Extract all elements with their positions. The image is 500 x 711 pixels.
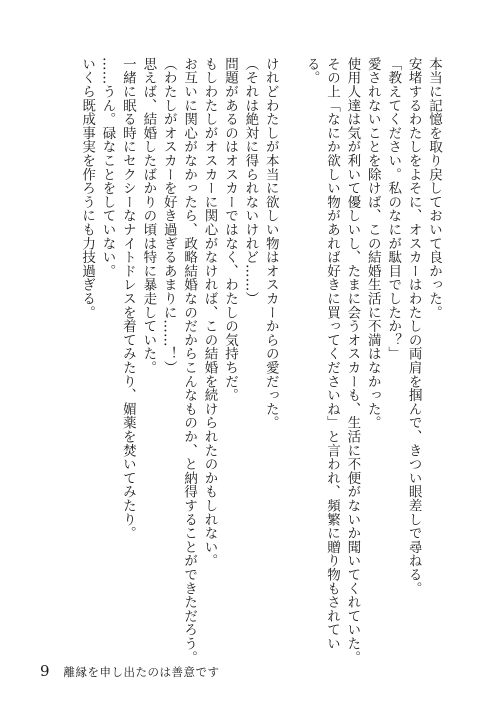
text-line: 思えば、結婚したばかりの頃は特に暴走していた。 bbox=[140, 57, 157, 375]
text-line: （わたしがオスカーを好き過ぎるあまりに……！） bbox=[160, 57, 177, 375]
text-line: る。 bbox=[303, 57, 320, 85]
text-line: 愛されないことを除けば、この結婚生活に不満はなかった。 bbox=[364, 57, 381, 430]
text-line: もしわたしがオスカーに関心がなければ、この結婚を続けられたのかもしれない。 bbox=[201, 57, 218, 568]
text-line: 使用人達は気が利いて優しいし、たまに会うオスカーも、生活に不便がないか聞いてくれていた。 bbox=[344, 57, 361, 665]
text-line: 安堵するわたしをよそに、オスカーはわたしの両肩を掴んで、きつい眼差しで尋ねる。 bbox=[405, 57, 422, 596]
text-line: 「教えてください。私のなにが駄目でしたか？」 bbox=[385, 57, 402, 361]
text-line: 一緒に眠る時にセクシーなナイトドレスを着てみたり、媚薬を焚いてみたり。 bbox=[119, 57, 136, 540]
text-line: お互いに関心がなかったら、政略結婚なのだからこんなものか、と納得することができただろう。 bbox=[181, 57, 198, 665]
text-line: いくら既成事実を作ろうにも力技過ぎる。 bbox=[79, 57, 96, 320]
running-title: 離縁を申し出たのは善意です bbox=[63, 665, 220, 679]
text-line: （それは絶対に得られないけれど……） bbox=[242, 57, 259, 306]
text-line: その上「なにか欲しい物があれば好きに買ってくださいね」と言われ、頻繁に贈り物もされてい bbox=[323, 57, 340, 651]
body-text bbox=[77, 57, 444, 665]
page-footer bbox=[40, 662, 220, 680]
text-line: けれどわたしが本当に欲しい物はオスカーからの愛だった。 bbox=[262, 57, 279, 430]
text-line: 本当に記憶を取り戻しておいて良かった。 bbox=[426, 57, 442, 320]
blank-line bbox=[281, 57, 301, 647]
text-line: ……うん。碌なことをしていない。 bbox=[99, 57, 116, 278]
page-number: 9 bbox=[40, 662, 50, 680]
text-line: 問題があるのはオスカーではなく、わたしの気持ちだ。 bbox=[221, 57, 238, 402]
